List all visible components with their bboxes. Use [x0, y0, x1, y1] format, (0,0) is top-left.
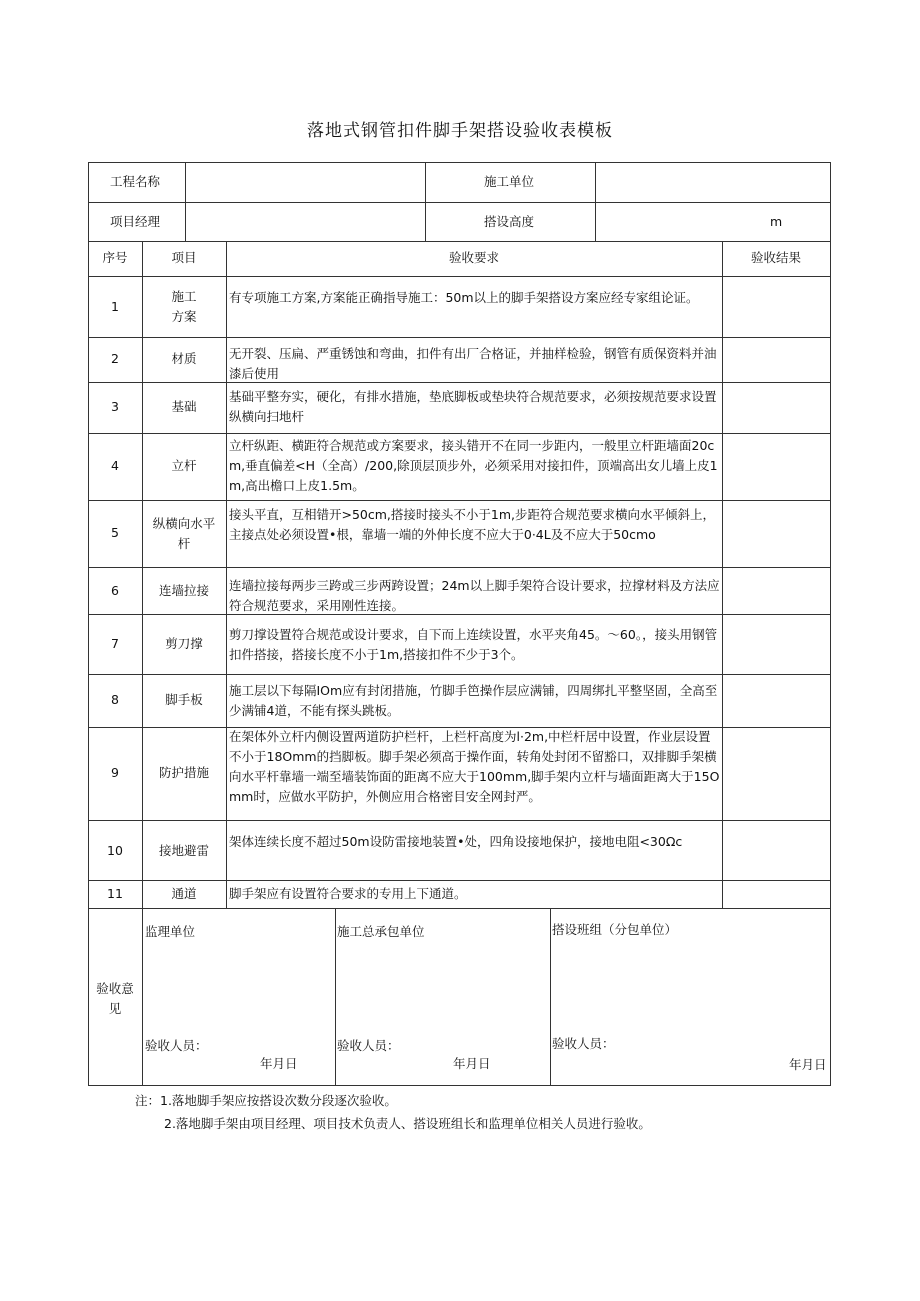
row-requirement: 剪刀撑设置符合规范或设计要求，自下而上连续设置，水平夹角45。〜60。，接头用钢管扣件搭接，搭接长度不小于1m,搭接扣件不少于3个。: [229, 627, 718, 662]
row-item: 立杆: [171, 458, 197, 473]
row-item: 防护措施: [158, 765, 209, 780]
col-header-requirement: 验收要求: [448, 250, 499, 265]
row-item: 材质: [171, 351, 197, 366]
row-no: 7: [111, 636, 119, 651]
row-no: 11: [107, 886, 123, 901]
supervisor-inspector-label: 验收人员：: [145, 1038, 208, 1053]
row-requirement: 接头平直，互相错开>50cm,搭接时接头不小于1m,步距符合规范要求横向水平倾斜上，主接点处必须设置•根，靠墙一端的外伸长度不应大于0·4L及不应大于50cmo: [229, 507, 716, 542]
team-inspector-label: 验收人员：: [552, 1036, 615, 1051]
row-requirement: 施工层以下每隔IOm应有封闭措施，竹脚手笆操作层应满铺，四周绑扎平整坚固，全高至少满铺4道，不能有探头跳板。: [229, 683, 718, 718]
height-label: 搭设高度: [484, 214, 535, 229]
note-line-2: 2.落地脚手架由项目经理、项目技术负责人、搭设班组长和监理单位相关人员进行验收。: [164, 1116, 651, 1131]
row-no: 3: [111, 399, 119, 414]
row-item: 脚手板: [165, 692, 203, 707]
supervisor-date-label: 年月日: [260, 1056, 298, 1071]
row-item: 通道: [171, 886, 197, 901]
col-header-result: 验收结果: [750, 250, 801, 265]
row-no: 9: [111, 765, 119, 780]
note-line-1: 注：1.落地脚手架应按搭设次数分段逐次验收。: [135, 1093, 397, 1108]
col-header-item: 项目: [171, 250, 197, 265]
row-item: 施工: [171, 289, 197, 304]
row-requirement: 架体连续长度不超过50m设防雷接地装置•处，四角设接地保护，接地电阻<30Ωc: [229, 834, 683, 849]
row-item: 纵横向水平: [152, 516, 216, 531]
contractor-date-label: 年月日: [453, 1056, 491, 1071]
page-title: 落地式钢管扣件脚手架搭设验收表模板: [307, 121, 613, 141]
row-no: 1: [111, 299, 119, 314]
row-item: 连墙拉接: [158, 583, 209, 598]
row-requirement: 无开裂、压扁、严重锈蚀和弯曲，扣件有出厂合格证，并抽样检验，钢管有质保资料并油漆后使用: [229, 346, 717, 381]
project-name-label: 工程名称: [110, 174, 161, 189]
construction-unit-label: 施工单位: [484, 174, 535, 189]
row-no: 6: [111, 583, 119, 598]
contractor-inspector-label: 验收人员：: [337, 1038, 400, 1053]
row-no: 5: [111, 525, 119, 540]
project-manager-label: 项目经理: [110, 214, 161, 229]
row-item: 基础: [171, 399, 197, 414]
row-requirement: 在架体外立杆内侧设置两道防护栏杆，上栏杆高度为l·2m,中栏杆居中设置，作业层设置不小于18Omm的挡脚板。脚手架必须高于操作面，转角处封闭不留豁口，双排脚手架横向水平杆靠墙一端至墙装饰面的距离不应大于100mm,脚手架内立杆与墙面距离大于15Omm时，应做水平防护，外侧应用合格密目安全网封严。: [229, 729, 720, 804]
team-date-label: 年月日: [789, 1057, 827, 1072]
opinion-label: 验收意: [96, 981, 134, 996]
row-no: 10: [107, 843, 123, 858]
row-requirement: 脚手架应有设置符合要求的专用上下通道。: [229, 886, 467, 901]
row-requirement: 立杆纵距、横距符合规范或方案要求，接头错开不在同一步距内，一般里立杆距墙面20cm,垂直偏差<H（全高）/200,除顶层顶步外，必须采用对接扣件，顶端高出女儿墙上皮1m,高出檐口上皮1.5m。: [229, 438, 718, 493]
row-requirement: 有专项施工方案,方案能正确指导施工：50m以上的脚手架搭设方案应经专家组论证。: [229, 290, 699, 305]
row-item-line2: 杆: [177, 536, 191, 551]
col-header-no: 序号: [102, 250, 128, 265]
opinion-label-line2: 见: [108, 1001, 122, 1016]
row-no: 4: [111, 458, 119, 473]
row-no: 2: [111, 351, 119, 366]
row-item: 接地避雷: [158, 843, 209, 858]
general-contractor-label: 施工总承包单位: [337, 924, 425, 939]
height-unit: m: [770, 214, 783, 229]
row-requirement: 连墙拉接每两步三跨或三步两跨设置；24m以上脚手架符合设计要求，拉撑材料及方法应符合规范要求，采用刚性连接。: [229, 578, 720, 613]
row-item-line2: 方案: [171, 309, 197, 324]
erection-team-label: 搭设班组（分包单位）: [552, 922, 678, 937]
row-requirement: 基础平整夯实，硬化，有排水措施，垫底脚板或垫块符合规范要求，必须按规范要求设置纵横向扫地杆: [229, 389, 717, 424]
supervisor-unit-label: 监理单位: [145, 924, 196, 939]
row-item: 剪刀撑: [165, 636, 203, 651]
row-no: 8: [111, 692, 119, 707]
